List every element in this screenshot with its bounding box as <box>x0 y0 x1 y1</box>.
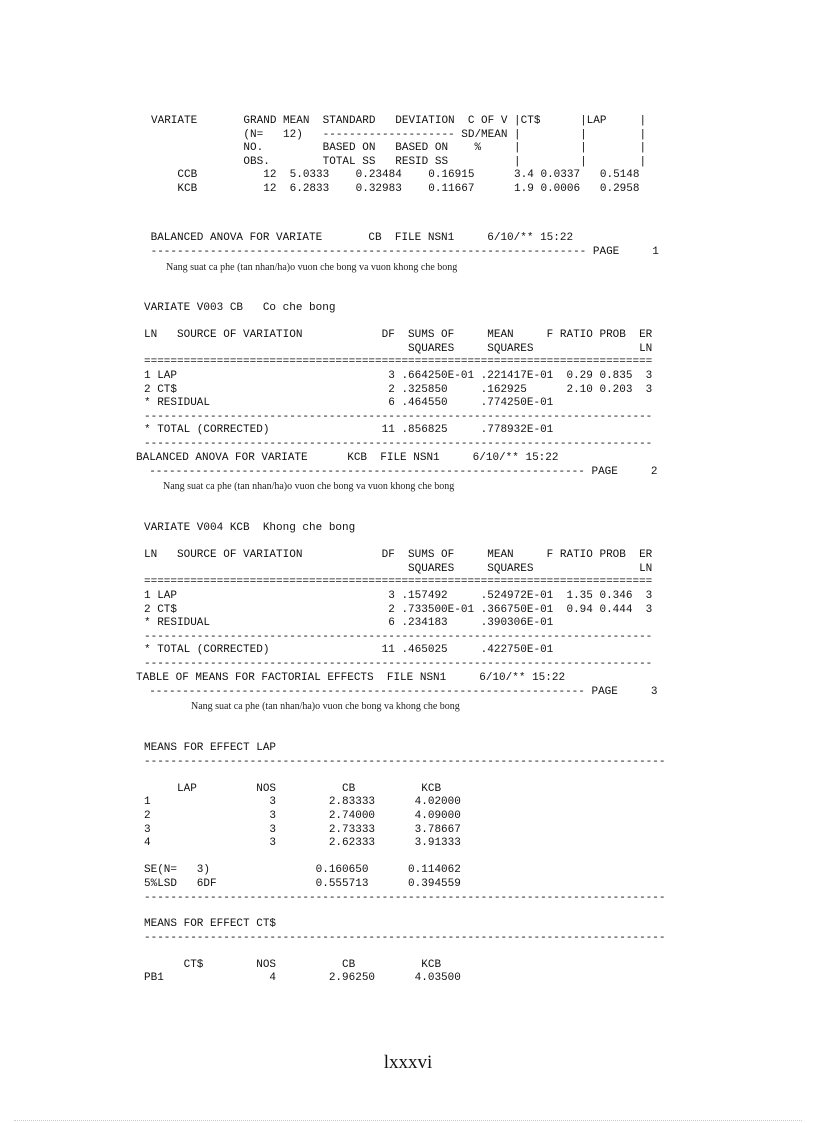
anova-cb-header: BALANCED ANOVA FOR VARIATE CB FILE NSN1 6/10/** 15:22 ------------------------------------------------------------------ PAGE 1 <box>150 232 659 258</box>
anova-kcb-table: VARIATE V004 KCB Khong che bong LN SOURCE OF VARIATION DF SUMS OF MEAN F RATIO PROB ER SQUARES SQUARES LN ============================================================================= 1 LAP 3 .157492 .524972E-01 1.35 0.346 3 2 CT$ 2 .733500E-01 .366750E-01 0.94 0.444 3 * RESIDUAL 6 .234183 .390306E-01 ----------------------------------------------------------------------------- * TOTAL (CORRECTED) 11 .465025 .422750E-01 ----------------------------------------------------------------------------- <box>144 522 653 670</box>
page-bottom-divider <box>14 1120 802 1121</box>
caption-anova-kcb: Nang suat ca phe (tan nhan/ha)o vuon che bong va vuon khong che bong <box>163 481 455 492</box>
summary-table: VARIATE GRAND MEAN STANDARD DEVIATION C OF V |CT$ |LAP | (N= 12) -------------------- SD/MEAN | | | NO. BASED ON BASED ON % | | | OBS. TOTAL SS RESID SS | | | CCB 12 5.0333 0.23484 0.16915 3.4 0.0337 0.5148 KCB 12 6.2833 0.32983 0.11667 1.9 0.0006 0.2958 <box>151 115 647 195</box>
caption-means: Nang suat ca phe (tan nhan/ha)o vuon che bong va khong che bong <box>191 701 460 712</box>
page-number: lxxxvi <box>383 1052 433 1073</box>
caption-anova-cb: Nang suat ca phe (tan nhan/ha)o vuon che bong va vuon khong che bong <box>166 262 458 273</box>
anova-kcb-header: BALANCED ANOVA FOR VARIATE KCB FILE NSN1 6/10/** 15:22 ------------------------------------------------------------------ PAGE 2 <box>136 452 658 478</box>
means-effect-lap: MEANS FOR EFFECT LAP ------------------------------------------------------------------------------- LAP NOS CB KCB 1 3 2.83333 4.02000 2 3 2.74000 4.09000 3 3 2.73333 3.78667 4 3 2.62333 3.91333 SE(N= 3) 0.160650 0.114062 5%LSD 6DF 0.555713 0.394559 ------------------------------------------------------------------------------- <box>144 742 666 904</box>
means-header: TABLE OF MEANS FOR FACTORIAL EFFECTS FILE NSN1 6/10/** 15:22 ------------------------------------------------------------------ PAGE 3 <box>136 672 658 698</box>
anova-cb-table: VARIATE V003 CB Co che bong LN SOURCE OF VARIATION DF SUMS OF MEAN F RATIO PROB ER SQUARES SQUARES LN ============================================================================= 1 LAP 3 .664250E-01 .221417E-01 0.29 0.835 3 2 CT$ 2 .325850 .162925 2.10 0.203 3 * RESIDUAL 6 .464550 .774250E-01 ----------------------------------------------------------------------------- * TOTAL (CORRECTED) 11 .856825 .778932E-01 ----------------------------------------------------------------------------- <box>144 302 653 450</box>
means-effect-ct: MEANS FOR EFFECT CT$ ------------------------------------------------------------------------------- CT$ NOS CB KCB PB1 4 2.96250 4.03500 <box>144 918 666 985</box>
